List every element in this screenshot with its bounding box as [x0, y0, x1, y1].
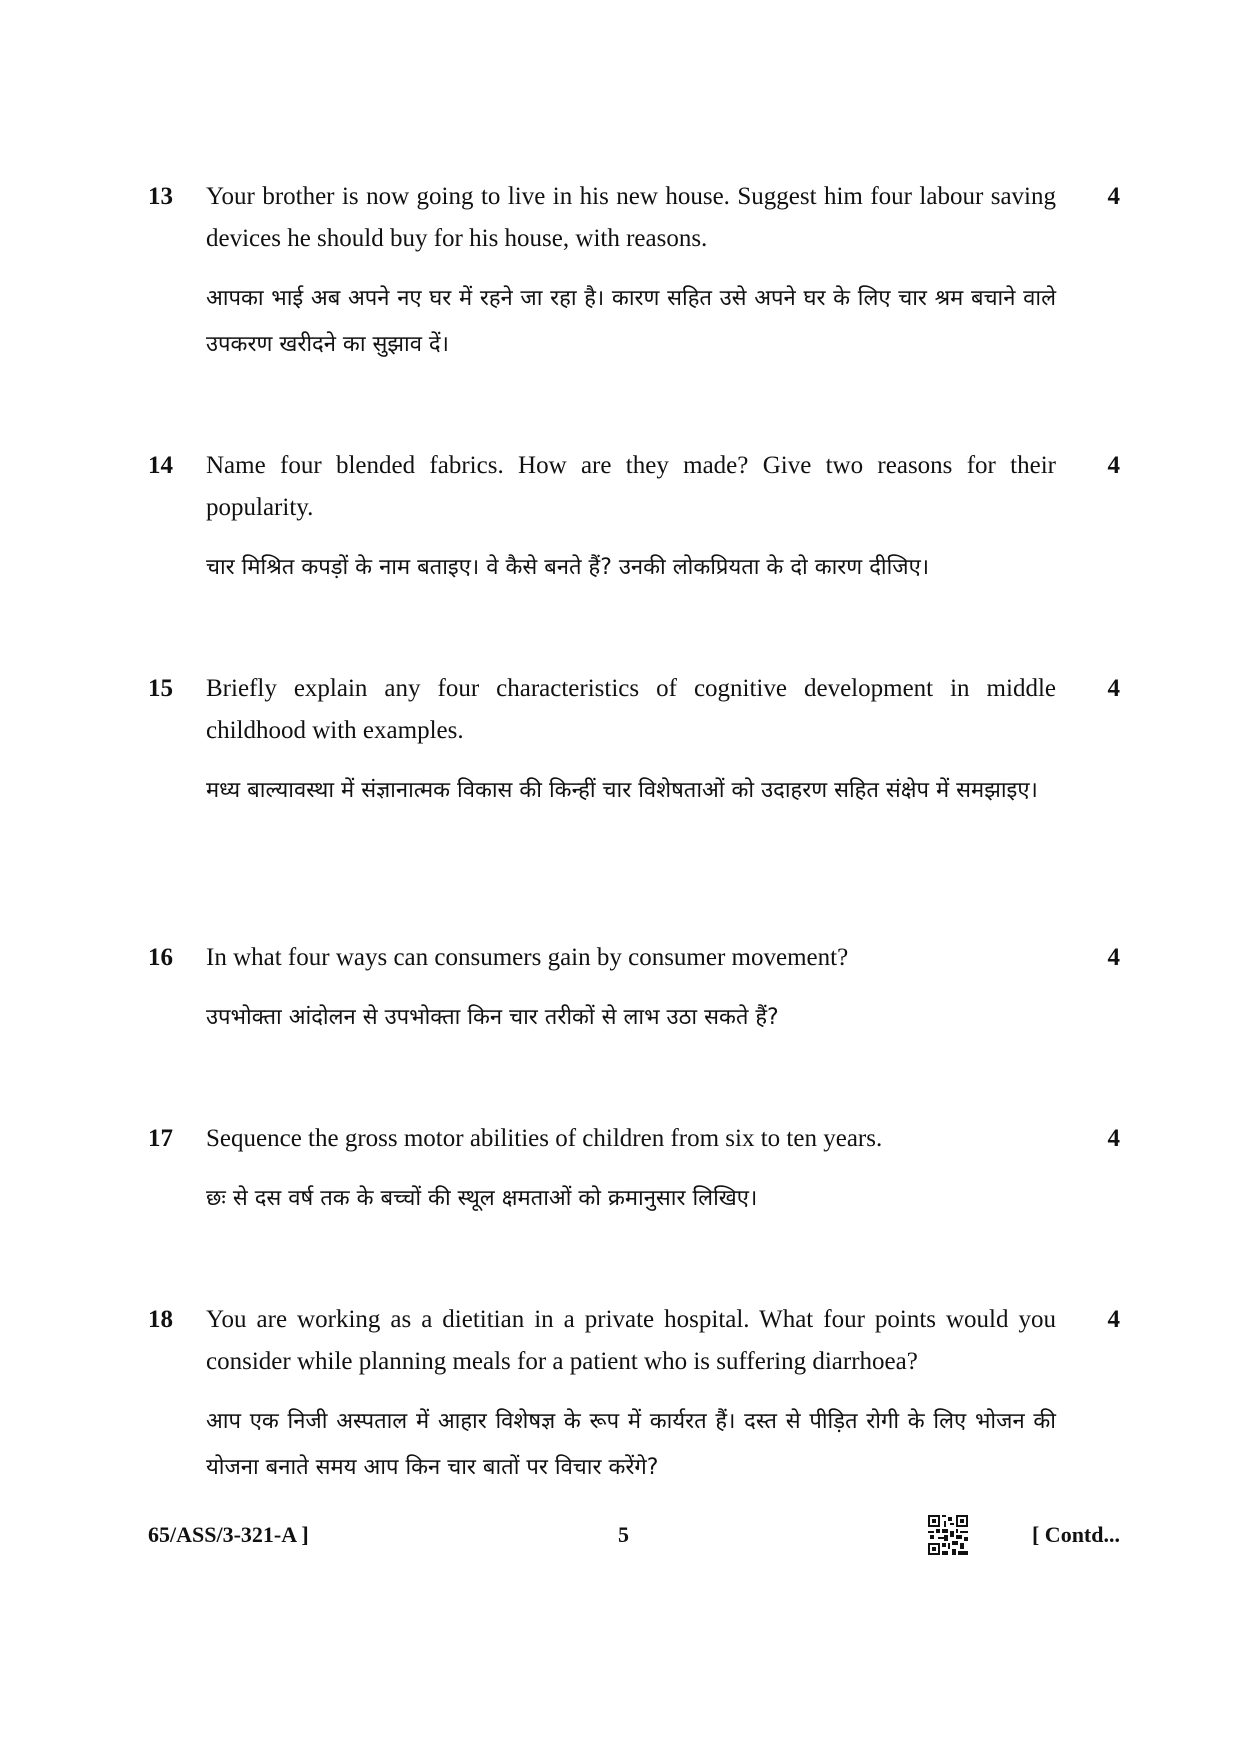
question-17	[148, 1118, 1120, 1222]
question-text-hindi: मध्य बाल्यावस्था में संज्ञानात्मक विकास की किन्हीं चार विशेषताओं को उदाहरण सहित संक्षेप में समझाइए।	[206, 778, 1038, 803]
continued-label: [ Contd...	[1031, 1522, 1120, 1547]
question-number: 14	[148, 452, 173, 479]
question-16	[148, 937, 1120, 1041]
question-text-english: Briefly explain any four characteristics of cognitive development in middle childhood with examples.	[206, 675, 1056, 744]
question-number: 13	[148, 183, 173, 210]
question-text-hindi: आपका भाई अब अपने नए घर में रहने जा रहा है। कारण सहित उसे अपने घर के लिए चार श्रम बचाने वाले उपकरण खरीदने का सुझाव दें।	[206, 286, 1056, 357]
question-text-hindi: आप एक निजी अस्पताल में आहार विशेषज्ञ के रूप में कार्यरत हैं। दस्त से पीड़ित रोगी के लिए भोजन की योजना बनाते समय आप किन चार बातों पर विचार करेंगे?	[206, 1409, 1056, 1480]
question-text-english: Your brother is now going to live in his new house. Suggest him four labour saving devices he should buy for his house, with reasons.	[206, 183, 1056, 252]
question-marks: 4	[1107, 1125, 1120, 1152]
question-text-hindi: चार मिश्रित कपड़ों के नाम बताइए। वे कैसे बनते हैं? उनकी लोकप्रियता के दो कारण दीजिए।	[206, 555, 930, 580]
question-15	[148, 668, 1120, 814]
question-14	[148, 445, 1120, 591]
question-13	[148, 176, 1120, 368]
qr-code-icon	[928, 1515, 968, 1555]
question-text-english: Sequence the gross motor abilities of children from six to ten years.	[206, 1125, 883, 1152]
page-footer	[148, 1515, 1120, 1559]
question-18	[148, 1299, 1120, 1491]
question-number: 16	[148, 944, 173, 971]
question-text-hindi: उपभोक्ता आंदोलन से उपभोक्ता किन चार तरीकों से लाभ उठा सकते हैं?	[206, 1005, 779, 1030]
question-text-english: In what four ways can consumers gain by consumer movement?	[206, 944, 849, 971]
page-number: 5	[618, 1522, 629, 1547]
question-text-english: You are working as a dietitian in a private hospital. What four points would you consider while planning meals for a patient who is suffering diarrhoea?	[206, 1306, 1056, 1375]
question-marks: 4	[1107, 675, 1120, 702]
paper-code: 65/ASS/3-321-A ]	[148, 1522, 309, 1547]
question-marks: 4	[1107, 1306, 1120, 1333]
question-text-english: Name four blended fabrics. How are they made? Give two reasons for their popularity.	[206, 452, 1056, 521]
question-number: 15	[148, 675, 173, 702]
question-text-hindi: छः से दस वर्ष तक के बच्चों की स्थूल क्षमताओं को क्रमानुसार लिखिए।	[206, 1186, 758, 1211]
question-number: 17	[148, 1125, 173, 1152]
question-marks: 4	[1107, 183, 1120, 210]
question-marks: 4	[1107, 944, 1120, 971]
question-number: 18	[148, 1306, 173, 1333]
question-marks: 4	[1107, 452, 1120, 479]
